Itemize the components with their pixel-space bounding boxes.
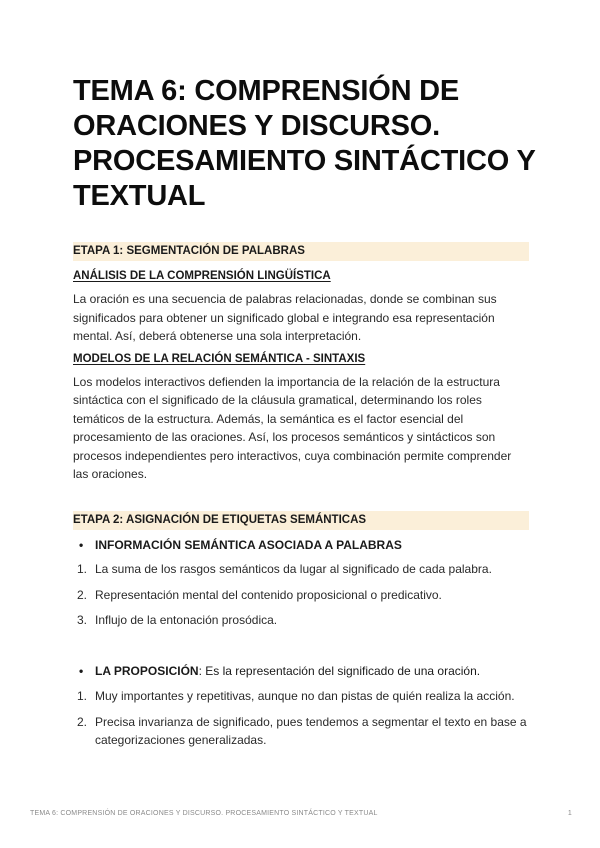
section-heading-modelos: MODELOS DE LA RELACIÓN SEMÁNTICA - SINTAXIS — [73, 352, 366, 365]
document-body — [73, 242, 529, 750]
stage-1-heading: ETAPA 1: SEGMENTACIÓN DE PALABRAS — [73, 242, 529, 261]
page-title: TEMA 6: COMPRENSIÓN DE ORACIONES Y DISCURSO. PROCESAMIENTO SINTÁCTICO Y TEXTUAL — [73, 75, 536, 212]
footer-title: TEMA 6: COMPRENSIÓN DE ORACIONES Y DISCURSO. PROCESAMIENTO SINTÁCTICO Y TEXTUAL — [30, 810, 378, 817]
bullet-item-informacion: • INFORMACIÓN SEMÁNTICA ASOCIADA A PALABRAS — [73, 536, 529, 555]
section-heading-analisis: ANÁLISIS DE LA COMPRENSIÓN LINGÜÍSTICA — [73, 270, 331, 282]
list-item: 2. Precisa invarianza de significado, pues tendemos a segmentar el texto en base a categorizaciones generalizadas. — [77, 714, 527, 747]
section-paragraph-modelos: Los modelos interactivos defienden la importancia de la relación de la estructura sintáctica con el significado de la cláusula gramatical, determinando los roles temáticos de la estructura. Además, la semántica es el factor esencial del procesamiento de las oraciones. Así, los procesos semánticos y sintácticos son procesos independientes pero interactivos, cuya combinación permite comprender las oraciones. — [73, 374, 512, 481]
stage-2-heading: ETAPA 2: ASIGNACIÓN DE ETIQUETAS SEMÁNTICAS — [73, 511, 529, 530]
numbered-list-1 — [73, 560, 529, 630]
bullet-item-proposicion: • LA PROPOSICIÓN: Es la representación del significado de una oración. — [73, 662, 529, 681]
bullet-icon: • — [79, 663, 84, 678]
list-item: 1. Muy importantes y repetitivas, aunque no dan pistas de quién realiza la acción. — [77, 689, 515, 703]
page-number: 1 — [567, 810, 572, 817]
numbered-list-2 — [73, 687, 529, 750]
list-item: 2. Representación mental del contenido proposicional o predicativo. — [77, 587, 442, 602]
bullet-icon: • — [79, 537, 84, 552]
section-paragraph-analisis: La oración es una secuencia de palabras relacionadas, donde se combinan sus significados para obtener un significado global e integrando esa representación mental. Así, deberá obtenerse una sola interpretación. — [73, 292, 497, 343]
list-item: 3. Influjo de la entonación prosódica. — [77, 613, 278, 627]
list-item: 1. La suma de los rasgos semánticos da lugar al significado de cada palabra. — [77, 562, 492, 576]
page-footer — [30, 810, 572, 817]
